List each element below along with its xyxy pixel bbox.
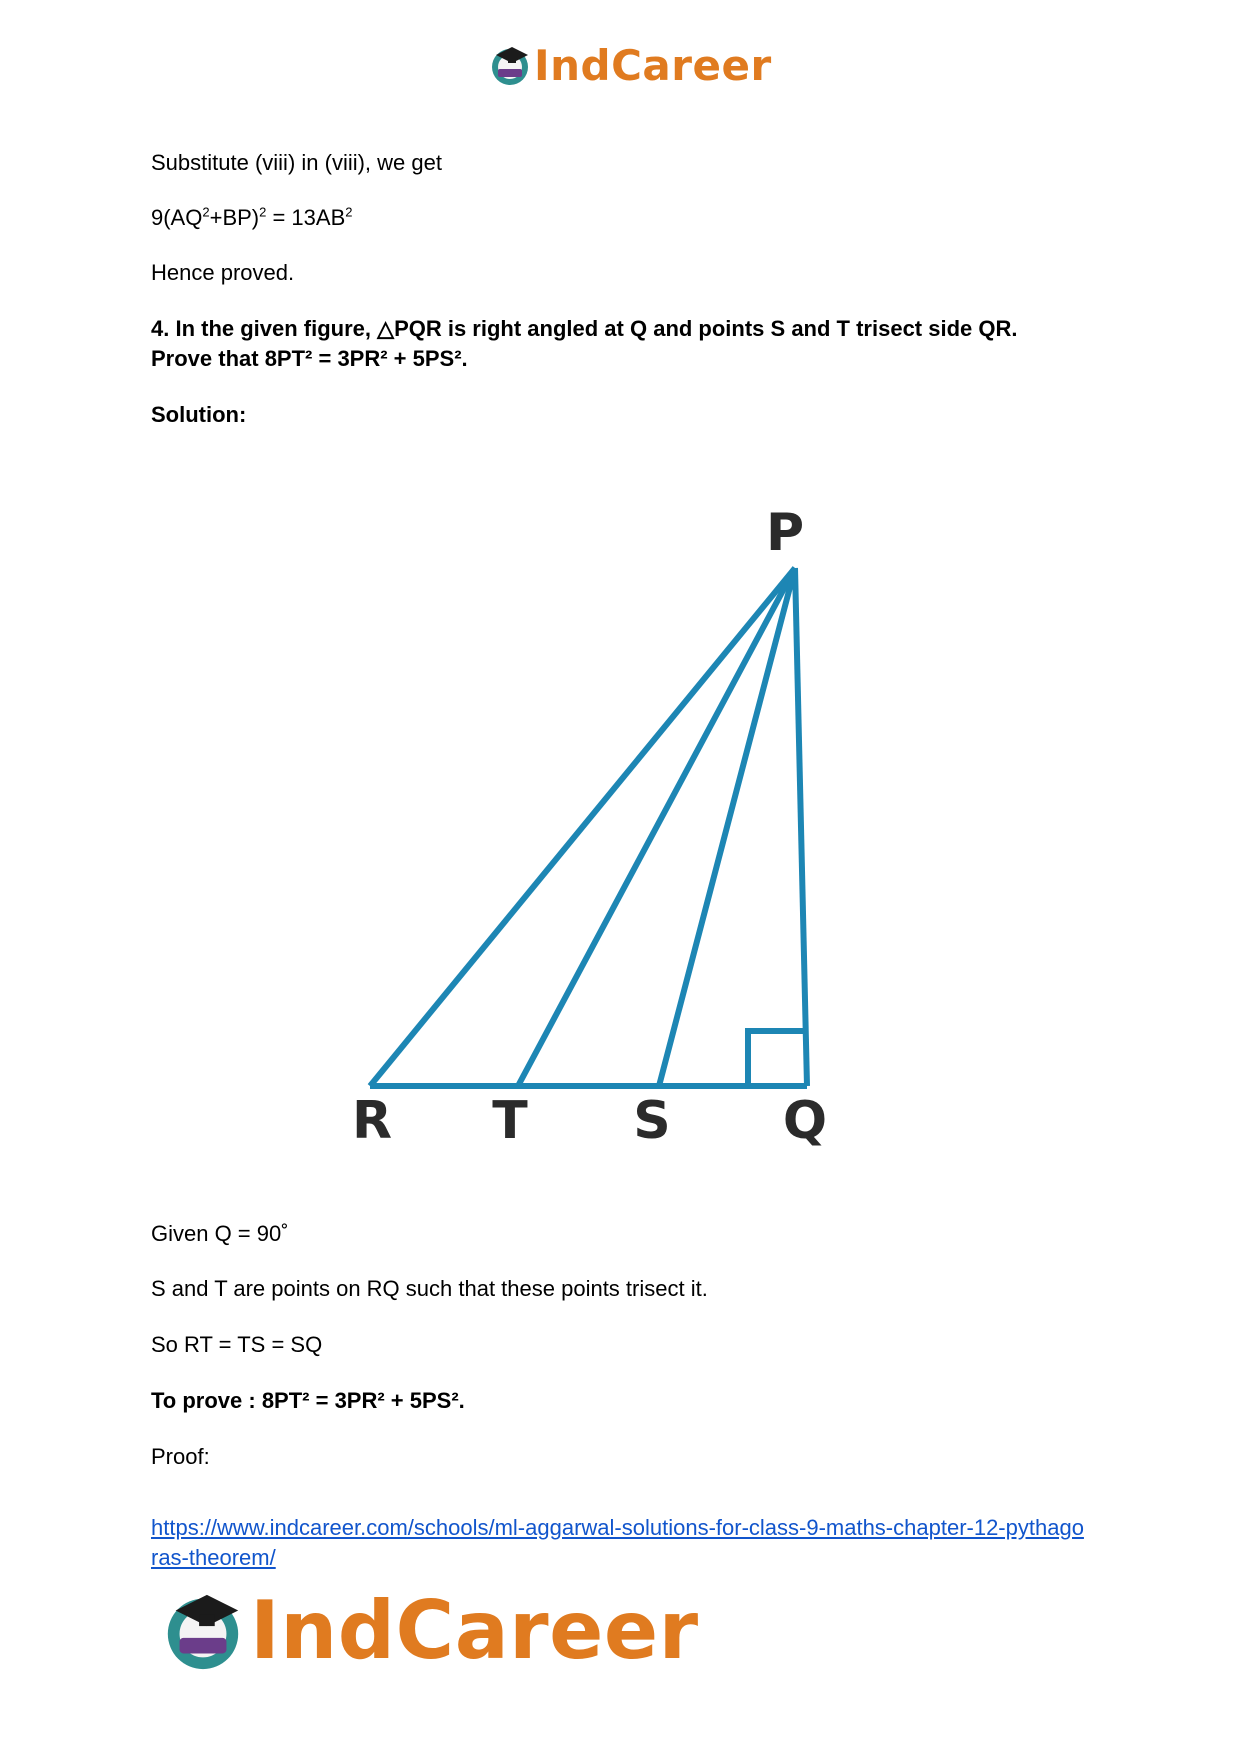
- brand-name-footer: IndCareer: [250, 1583, 699, 1677]
- text-given: Given Q = 90˚: [151, 1221, 289, 1246]
- footer-logo: [160, 1585, 699, 1675]
- eq-part-b: +BP): [209, 205, 260, 230]
- side-pq: [795, 568, 807, 1086]
- eq-sup-3: 2: [345, 204, 353, 220]
- text-trisect: S and T are points on RQ such that these points trisect it.: [151, 1276, 708, 1301]
- equation: [151, 203, 352, 233]
- eq-sup-1: 2: [202, 204, 210, 220]
- eq-sup-2: 2: [259, 204, 267, 220]
- text-proof: Proof:: [151, 1444, 210, 1469]
- footer-link[interactable]: https://www.indcareer.com/schools/ml-aggarwal-solutions-for-class-9-maths-chapter-12-pythagoras-theorem/: [151, 1515, 1084, 1570]
- side-pr: [370, 568, 795, 1086]
- question-line-1: 4. In the given figure, △PQR is right angled at Q and points S and T trisect side QR.: [151, 316, 1018, 341]
- label-q: Q: [782, 1091, 828, 1151]
- triangle-figure: [330, 488, 850, 1168]
- text-substitute: Substitute (viii) in (viii), we get: [151, 150, 442, 175]
- label-r: R: [351, 1091, 393, 1151]
- label-t: T: [492, 1091, 528, 1151]
- header-logo: [488, 40, 772, 90]
- text-so: So RT = TS = SQ: [151, 1332, 323, 1357]
- solution-label: Solution:: [151, 402, 247, 427]
- question-line-2: Prove that 8PT² = 3PR² + 5PS².: [151, 346, 468, 371]
- text-hence-proved: Hence proved.: [151, 260, 295, 285]
- label-p: P: [765, 503, 805, 563]
- eq-part-c: = 13AB: [266, 205, 346, 230]
- graduation-cap-icon: [488, 43, 532, 87]
- eq-part-a: 9(AQ: [151, 205, 203, 230]
- text-to-prove: To prove : 8PT² = 3PR² + 5PS².: [151, 1388, 465, 1413]
- label-s: S: [633, 1091, 671, 1151]
- segment-pt: [518, 568, 795, 1086]
- brand-name: IndCareer: [534, 40, 772, 90]
- segment-ps: [659, 568, 795, 1086]
- graduation-cap-icon: [160, 1587, 246, 1673]
- right-angle-mark: [748, 1031, 806, 1086]
